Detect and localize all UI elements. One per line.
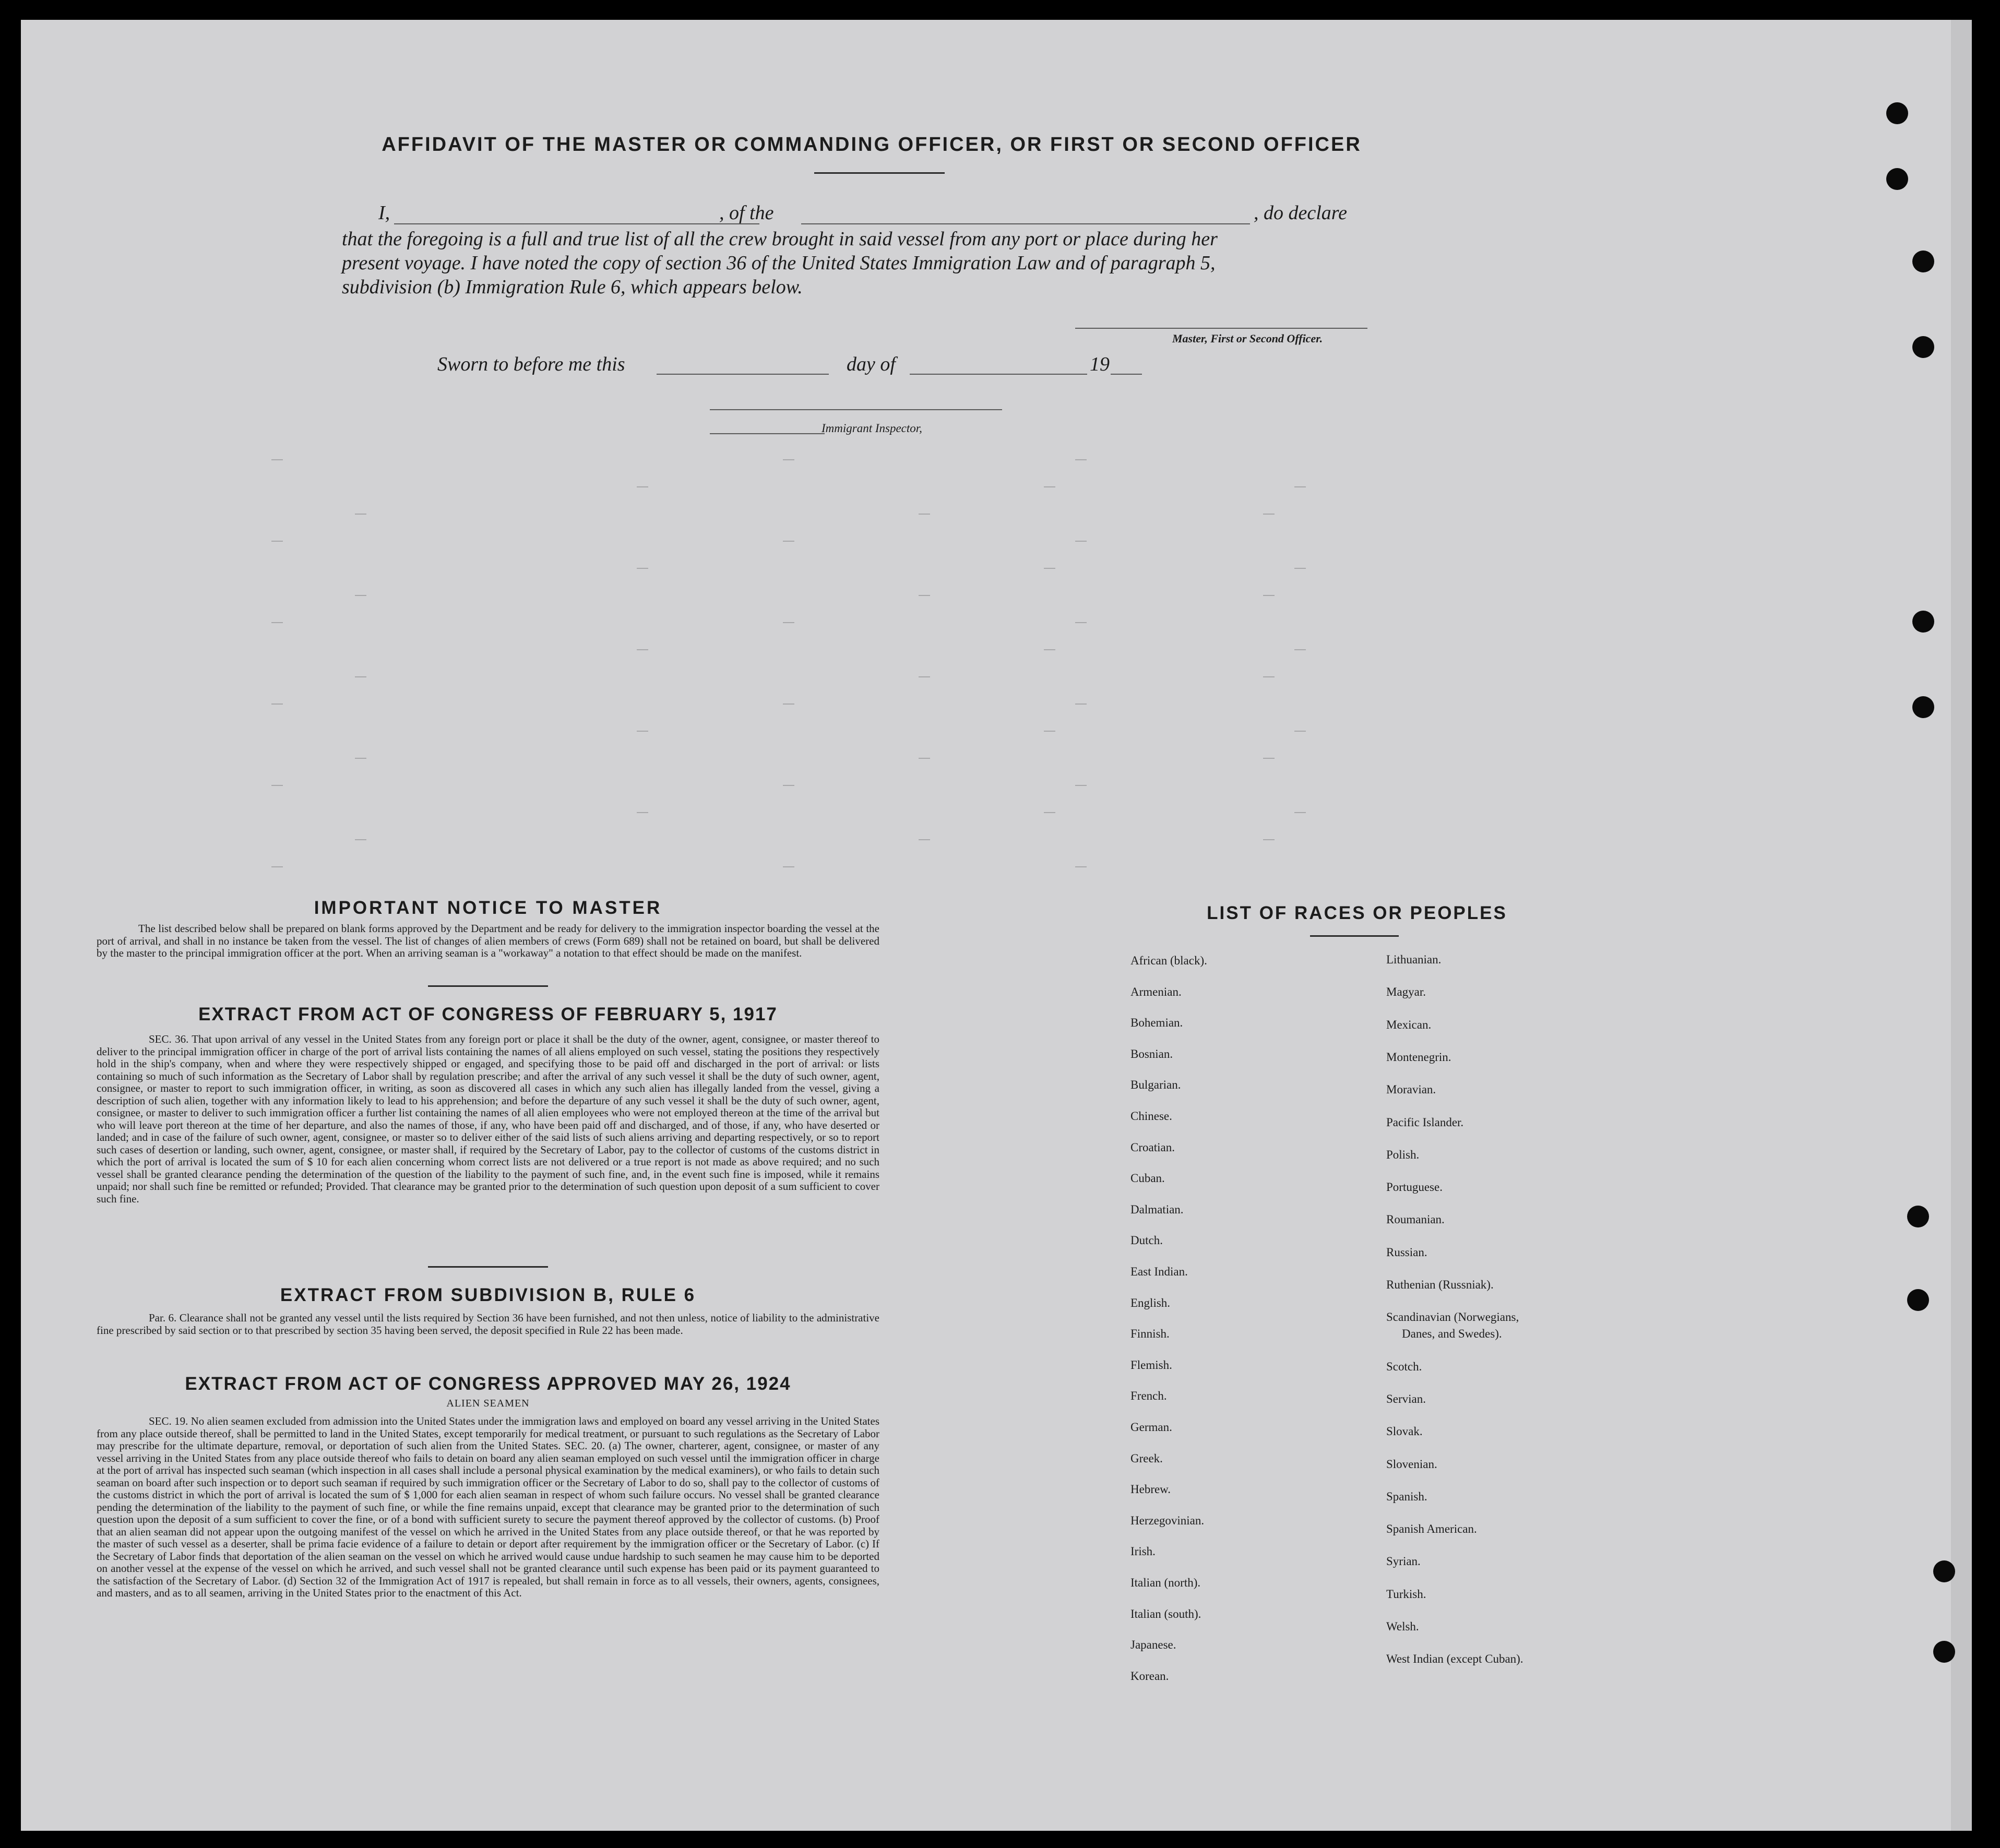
race-item: Turkish. bbox=[1386, 1587, 1426, 1601]
ghost-dash bbox=[1294, 731, 1306, 732]
race-item: Finnish. bbox=[1130, 1327, 1170, 1341]
sworn-day-field[interactable] bbox=[657, 374, 829, 375]
signature-label: Master, First or Second Officer. bbox=[1172, 332, 1323, 345]
race-item: East Indian. bbox=[1130, 1265, 1188, 1278]
ghost-dash bbox=[271, 459, 283, 460]
ghost-dash bbox=[355, 595, 366, 596]
race-item: Russian. bbox=[1386, 1245, 1427, 1259]
ghost-dash bbox=[1075, 866, 1087, 867]
race-item: Moravian. bbox=[1386, 1083, 1436, 1096]
ghost-dash bbox=[1263, 595, 1275, 596]
binder-hole bbox=[1886, 168, 1908, 190]
race-item: Bohemian. bbox=[1130, 1016, 1183, 1030]
ghost-dash bbox=[1075, 459, 1087, 460]
rule6-title: EXTRACT FROM SUBDIVISION B, RULE 6 bbox=[280, 1285, 696, 1305]
binder-hole bbox=[1912, 611, 1934, 633]
sworn-text: Sworn to before me this bbox=[437, 353, 625, 375]
race-item: Bulgarian. bbox=[1130, 1078, 1181, 1092]
ghost-dash bbox=[1075, 704, 1087, 705]
declare-line-3: present voyage. I have noted the copy of section 36 of the United States Immigration Law and of paragraph 5, bbox=[342, 252, 1216, 274]
ghost-dash bbox=[1075, 785, 1087, 786]
ghost-dash bbox=[919, 839, 930, 840]
ghost-dash bbox=[271, 622, 283, 623]
ghost-dash bbox=[1263, 758, 1275, 759]
ghost-dash bbox=[1263, 839, 1275, 840]
sworn-year-field[interactable] bbox=[1111, 374, 1142, 375]
ghost-dash bbox=[637, 649, 648, 650]
ghost-dash bbox=[783, 622, 794, 623]
extract-1917-text: SEC. 36. That upon arrival of any vessel in the United States from any foreign port or place it shall be the duty of the owner, agent, consignee, or master thereof to deliver to the principal immigration officer in charge of the port of arrival lists containing the names of all aliens employed on such vessel, stating the positions they respectively hold in the ship's company, when and where they were respectively shipped or engaged, and specifying those to be paid off and discharged in the port of arrival: or lists containing so much of such information as the Secretary of Labor shall by regulation prescribe; and after the arrival of any such vessel it shall be the duty of such owner, agent, consignee, or master to report to such immigration officer, in writing, as soon as discovered all cases in which any such alien has illegally landed from the vessel, giving a description of such alien, together with any information likely to lead to his apprehension; and before the departure of any such vessel it shall be the duty of such owner, agent, consignee, or master to deliver to such immigration officer a further list containing the names of all alien employees who were not employed thereon at the time of the arrival but who will leave port thereon at the time of her departure, and also the names of those, if any, who have been paid off and discharged, and of those, if any, who have deserted or landed; and in case of the failure of such owner, agent, consignee, or master so to deliver either of the said lists of such aliens arriving and departing respectively, or so to report such cases of desertion or landing, such owner, agent, consignee, or master shall, if required by the Secretary of Labor, pay to the collector of customs of the customs district in which the port of arrival is located the sum of $ 10 for each alien concerning whom correct lists are not delivered or a true report is not made as above required; and no such vessel shall be granted clearance pending the determination of the question of the liability to the payment of such fine, and, in the event such fine is imposed, while it remains unpaid; nor shall such fine be remitted or refunded; Provided. That clearance may be granted prior to the determination of such question upon deposit of a sum sufficient to cover such fine. bbox=[97, 1033, 879, 1205]
declare-i: I, bbox=[378, 202, 390, 224]
race-item: Danes, and Swedes). bbox=[1402, 1327, 1502, 1341]
race-item: Montenegrin. bbox=[1386, 1050, 1451, 1064]
ghost-dash bbox=[271, 541, 283, 542]
race-item: West Indian (except Cuban). bbox=[1386, 1652, 1523, 1666]
sworn-month-field[interactable] bbox=[910, 374, 1087, 375]
master-signature-field[interactable] bbox=[1075, 328, 1367, 329]
ghost-dash bbox=[919, 514, 930, 515]
races-title: LIST OF RACES OR PEOPLES bbox=[1207, 903, 1507, 923]
inspector-underline bbox=[710, 433, 825, 434]
binder-hole bbox=[1907, 1206, 1929, 1227]
race-item: Herzegovinian. bbox=[1130, 1513, 1205, 1527]
extract-1924-text: SEC. 19. No alien seamen excluded from admission into the United States under the immigration laws and employed on board any vessel arriving in the United States from any place outside thereof, shall be permitted to land in the United States, except temporarily for medical treatment, or pursuant to such regulations as the Secretary of Labor may prescribe for the ultimate departure, removal, or deportation of such alien from the United States. SEC. 20. (a) The owner, charterer, agent, consignee, or master of any vessel arriving in the United States from any place outside thereof who fails to detain on board any alien seaman employed on such vessel until the immigration officer in charge at the port of arrival has inspected such seaman (which inspection in all cases shall include a personal physical examination by the medical examiners), or who fails to detain such seaman on board after such inspection or to deport such seaman if required by such immigration officer or the Secretary of Labor to do so, shall pay to the collector of customs of the customs district in which the port of arrival is located the sum of $ 1,000 for each alien seaman in respect of whom such failure occurs. No vessel shall be granted clearance pending the determination of the liability to the payment of such fine, or while the fine remains unpaid, except that clearance may be granted prior to the determination of such question upon the deposit of a sum sufficient to cover the fine, or of a bond with sufficient surety to secure the payment thereof approved by the collector of customs. (b) Proof that an alien seaman did not appear upon the outgoing manifest of the vessel on which he arrived in the United States from any place outside thereof, or that he was reported by the master of such vessel as a deserter, shall be prima facie evidence of a failure to detain or deport after requirement by the immigration officer or the Secretary of Labor. (c) If the Secretary of Labor finds that deportation of the alien seaman on the vessel on which he arrived would cause undue hardship to such seamen he may cause him to be deported on another vessel at the expense of the vessel on which he arrived, and such vessel shall not be granted clearance until such expense has been paid or its payment guaranteed to the satisfaction of the Secretary of Labor. (d) Section 32 of the Immigration Act of 1917 is repealed, but shall remain in force as to all vessels, their owners, agents, consignees, and masters, and as to all seamen, arriving in the United States prior to the enactment of this Act. bbox=[97, 1415, 879, 1599]
race-item: Roumanian. bbox=[1386, 1213, 1445, 1226]
ghost-dash bbox=[637, 568, 648, 569]
race-item: Mexican. bbox=[1386, 1018, 1432, 1031]
notice-title: IMPORTANT NOTICE TO MASTER bbox=[314, 898, 662, 918]
ghost-dash bbox=[637, 812, 648, 813]
ghost-dash bbox=[355, 758, 366, 759]
extract-1924-title: EXTRACT FROM ACT OF CONGRESS APPROVED MAY 26, 1924 bbox=[185, 1374, 791, 1394]
title-rule bbox=[814, 172, 945, 174]
race-item: Cuban. bbox=[1130, 1172, 1165, 1185]
race-item: Slovak. bbox=[1386, 1425, 1423, 1438]
race-item: Irish. bbox=[1130, 1545, 1156, 1558]
race-item: Japanese. bbox=[1130, 1638, 1176, 1652]
binder-hole bbox=[1886, 102, 1908, 124]
race-item: Italian (south). bbox=[1130, 1607, 1201, 1620]
ghost-dash bbox=[919, 676, 930, 677]
race-item: Dutch. bbox=[1130, 1234, 1163, 1247]
ghost-dash bbox=[919, 758, 930, 759]
ghost-dash bbox=[355, 514, 366, 515]
race-item: Spanish American. bbox=[1386, 1522, 1477, 1536]
binder-hole bbox=[1912, 251, 1934, 272]
binder-hole bbox=[1933, 1560, 1955, 1582]
race-item: French. bbox=[1130, 1389, 1167, 1403]
sworn-year: 19 bbox=[1090, 353, 1110, 375]
race-item: Spanish. bbox=[1386, 1489, 1427, 1503]
ghost-dash bbox=[637, 486, 648, 487]
race-item: Portuguese. bbox=[1386, 1181, 1443, 1194]
ghost-dash bbox=[1294, 649, 1306, 650]
binder-hole bbox=[1912, 696, 1934, 718]
ghost-dash bbox=[271, 785, 283, 786]
inspector-label: Immigrant Inspector, bbox=[822, 422, 922, 435]
notice-text: The list described below shall be prepared on blank forms approved by the Department and be ready for delivery to the immigration inspector boarding the vessel at the port of arrival, and shall in no instance be taken from the vessel. The list of changes of alien members of crews (Form 689) shall not be retained on board, but shall be delivered by the master to the principal immigration officer at the port. When an arriving seaman is a "workaway" a notation to that effect should be made on the manifest. bbox=[97, 922, 879, 959]
ghost-dash bbox=[783, 704, 794, 705]
declare-of-the: , of the bbox=[719, 202, 774, 224]
affidavit-title: AFFIDAVIT OF THE MASTER OR COMMANDING OFFICER, OR FIRST OR SECOND OFFICER bbox=[382, 134, 1362, 156]
race-item: Flemish. bbox=[1130, 1358, 1172, 1372]
race-item: Magyar. bbox=[1386, 985, 1426, 999]
race-item: Welsh. bbox=[1386, 1620, 1419, 1633]
sworn-day-of: day of bbox=[847, 353, 896, 375]
race-item: Syrian. bbox=[1386, 1555, 1421, 1568]
ghost-dash bbox=[1263, 676, 1275, 677]
race-item: Chinese. bbox=[1130, 1110, 1172, 1123]
ghost-dash bbox=[783, 459, 794, 460]
ghost-dash bbox=[1044, 649, 1055, 650]
race-item: Polish. bbox=[1386, 1148, 1420, 1161]
ghost-dash bbox=[1294, 812, 1306, 813]
race-item: African (black). bbox=[1130, 954, 1207, 967]
ghost-dash bbox=[271, 704, 283, 705]
race-item: Slovenian. bbox=[1386, 1457, 1437, 1471]
ghost-dash bbox=[1044, 568, 1055, 569]
race-item: Servian. bbox=[1386, 1392, 1426, 1405]
ghost-dash bbox=[355, 676, 366, 677]
ghost-dash bbox=[783, 785, 794, 786]
ghost-dash bbox=[1044, 812, 1055, 813]
ghost-dash bbox=[637, 731, 648, 732]
notice-rule bbox=[428, 985, 548, 987]
binder-hole bbox=[1907, 1289, 1929, 1311]
name-field[interactable] bbox=[394, 223, 759, 224]
race-item: Bosnian. bbox=[1130, 1047, 1173, 1060]
sworn-line bbox=[437, 353, 1168, 379]
race-item: Korean. bbox=[1130, 1669, 1169, 1683]
race-item: Hebrew. bbox=[1130, 1483, 1171, 1496]
binder-hole bbox=[1933, 1641, 1955, 1663]
race-item: German. bbox=[1130, 1421, 1172, 1434]
ghost-dash bbox=[355, 839, 366, 840]
ghost-dash bbox=[1294, 568, 1306, 569]
race-item: Scandinavian (Norwegians, bbox=[1386, 1310, 1519, 1324]
race-item: Dalmatian. bbox=[1130, 1202, 1184, 1216]
binder-hole bbox=[1912, 336, 1934, 358]
ghost-dash bbox=[1075, 541, 1087, 542]
inspector-signature-field[interactable] bbox=[710, 409, 1002, 410]
declare-line-2: that the foregoing is a full and true list of all the crew brought in said vessel from any port or place during her bbox=[342, 228, 1218, 250]
race-item: Italian (north). bbox=[1130, 1576, 1201, 1589]
ghost-dash bbox=[271, 866, 283, 867]
races-rule bbox=[1310, 935, 1399, 937]
race-item: Armenian. bbox=[1130, 985, 1182, 998]
race-item: Pacific Islander. bbox=[1386, 1115, 1464, 1129]
page-edge bbox=[1951, 20, 1972, 1831]
extract-1917-rule bbox=[428, 1266, 548, 1268]
race-item: Ruthenian (Russniak). bbox=[1386, 1278, 1494, 1291]
race-item: English. bbox=[1130, 1296, 1171, 1309]
extract-1924-subtitle: ALIEN SEAMEN bbox=[446, 1398, 530, 1409]
declare-do-declare: , do declare bbox=[1254, 202, 1348, 224]
race-item: Croatian. bbox=[1130, 1140, 1175, 1154]
vessel-field[interactable] bbox=[801, 223, 1250, 224]
ghost-dash bbox=[783, 541, 794, 542]
ghost-dash bbox=[1263, 514, 1275, 515]
declare-line-4: subdivision (b) Immigration Rule 6, which appears below. bbox=[342, 276, 803, 298]
race-item: Lithuanian. bbox=[1386, 953, 1442, 966]
ghost-dash bbox=[1294, 486, 1306, 487]
ghost-dash bbox=[1044, 486, 1055, 487]
ghost-dash bbox=[919, 595, 930, 596]
race-item: Greek. bbox=[1130, 1451, 1163, 1465]
declare-line-1 bbox=[342, 201, 1386, 228]
ghost-dash bbox=[1075, 622, 1087, 623]
extract-1917-title: EXTRACT FROM ACT OF CONGRESS OF FEBRUARY 5, 1917 bbox=[198, 1004, 778, 1024]
ghost-dash bbox=[783, 866, 794, 867]
race-item: Scotch. bbox=[1386, 1360, 1422, 1373]
ghost-dash bbox=[1044, 731, 1055, 732]
rule6-text: Par. 6. Clearance shall not be granted any vessel until the lists required by Section 36 have been furnished, and not then unless, notice of liability to the administrative fine prescribed by said section or to that prescribed by section 35 having been served, the deposit specified in Rule 22 has been made. bbox=[97, 1312, 879, 1337]
